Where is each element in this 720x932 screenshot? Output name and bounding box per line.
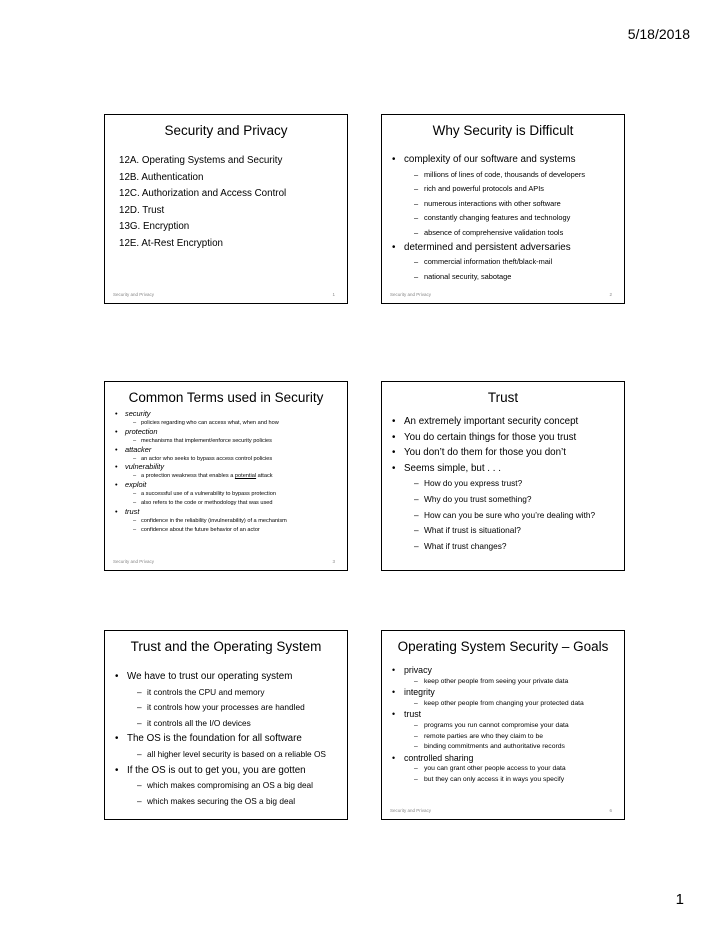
bullet-item: • If the OS is out to get you, you are gotten – which makes compromising an OS a big deal – which makes securing the OS a big deal	[115, 763, 339, 810]
sub-item: – which makes compromising an OS a big deal	[127, 778, 339, 794]
sub-item: – millions of lines of code, thousands of developers	[404, 168, 616, 183]
slide-title: Trust and the Operating System	[130, 639, 322, 654]
sub-item: – binding commitments and authoritative records	[404, 742, 616, 753]
term-item: • attacker – an actor who seeks to bypass access control policies	[115, 446, 339, 464]
slide-footer: Security and Privacy	[113, 559, 155, 564]
slide-title: Why Security is Difficult	[432, 123, 574, 138]
bullet-item: • determined and persistent adversaries – commercial information theft/black-mail – national security, sabotage	[392, 241, 616, 285]
sub-item: – also refers to the code or methodology that was used	[125, 499, 339, 508]
bullet-item: • We have to trust our operating system – it controls the CPU and memory – it controls how your processes are handled – it controls all the I/O devices	[115, 669, 339, 731]
sub-item: – a successful use of a vulnerability to bypass protection	[125, 490, 339, 499]
list-item: 12B. Authentication	[119, 171, 204, 183]
sub-item: – it controls how your processes are handled	[127, 700, 339, 716]
slide-number: 1	[332, 292, 335, 297]
sub-item: – numerous interactions with other software	[404, 197, 616, 212]
sub-item: – policies regarding who can access what, when and how	[125, 419, 339, 428]
sub-item: – keep other people from changing your protected data	[404, 699, 616, 710]
bullet-item: • Seems simple, but . . . – How do you express trust? – Why do you trust something? – How can you be sure who you’re dealing with? – What if trust is situational? – What if trust changes?	[392, 461, 616, 555]
sub-item: – an actor who seeks to bypass access control policies	[125, 455, 339, 464]
term-item: • trust – confidence in the reliability (invulnerability) of a mechanism – confidence about the future behavior of an actor	[115, 508, 339, 535]
bullet-item: • The OS is the foundation for all software – all higher level security is based on a reliable OS	[115, 731, 339, 762]
slide-trust-and-os	[104, 630, 348, 820]
sub-item: – What if trust changes?	[404, 539, 616, 555]
sub-item: – it controls all the I/O devices	[127, 716, 339, 732]
bullet-item: • integrity – keep other people from changing your protected data	[392, 687, 616, 709]
sub-item: – it controls the CPU and memory	[127, 685, 339, 701]
bullet-item: • privacy – keep other people from seeing your private data	[392, 665, 616, 687]
term-item: • exploit – a successful use of a vulnerability to bypass protection – also refers to the code or methodology that was used	[115, 481, 339, 508]
term-item: • security – policies regarding who can access what, when and how	[115, 410, 339, 428]
slide-common-terms	[104, 381, 348, 571]
term-item: • vulnerability – a protection weakness that enables a potential attack	[115, 463, 339, 481]
list-item: 12E. At-Rest Encryption	[119, 237, 224, 249]
slide-footer: Security and Privacy	[390, 292, 432, 297]
list-item: 12A. Operating Systems and Security	[119, 155, 283, 166]
bullet-item: • You don’t do them for those you don’t	[392, 445, 616, 461]
sub-item: – commercial information theft/black-mail	[404, 255, 616, 270]
sub-item: – What if trust is situational?	[404, 523, 616, 539]
sub-item: – keep other people from seeing your private data	[404, 677, 616, 688]
bullet-item: • controlled sharing – you can grant other people access to your data – but they can only access it in ways you specify	[392, 753, 616, 786]
page-date: 5/18/2018	[627, 26, 690, 42]
slide-why-security-is-difficult	[381, 114, 625, 304]
list-item: 13G. Encryption	[119, 221, 190, 233]
slide-title: Common Terms used in Security	[128, 390, 324, 405]
list-item: 12C. Authorization and Access Control	[119, 188, 287, 200]
sub-item: – but they can only access it in ways you specify	[404, 775, 616, 786]
sub-item: – all higher level security is based on a reliable OS	[127, 747, 339, 763]
slide-trust	[381, 381, 625, 571]
sub-item: – constantly changing features and technology	[404, 211, 616, 226]
sub-item: – How can you be sure who you’re dealing with?	[404, 508, 616, 524]
sub-item: – mechanisms that implement/enforce security policies	[125, 437, 339, 446]
page-number: 1	[675, 891, 684, 908]
slide-footer: Security and Privacy	[113, 292, 155, 297]
bullet-item: • You do certain things for those you trust	[392, 430, 616, 446]
slide-title: Security and Privacy	[164, 123, 288, 138]
slide-number: 3	[332, 559, 335, 564]
slide-security-and-privacy	[104, 114, 348, 304]
bullet-item: • complexity of our software and systems – millions of lines of code, thousands of developers – rich and powerful protocols and APIs – numerous interactions with other software – constantly changing features and technology – absence of comprehensive validation tools	[392, 153, 616, 241]
slide-number: 2	[609, 292, 612, 297]
slide-number: 6	[609, 808, 612, 813]
list-item: 12D. Trust	[119, 204, 165, 216]
sub-item: – How do you express trust?	[404, 476, 616, 492]
sub-item: – which makes securing the OS a big deal	[127, 794, 339, 810]
sub-item: – Why do you trust something?	[404, 492, 616, 508]
bullet-item: • trust – programs you run cannot compromise your data – remote parties are who they claim to be – binding commitments and authoritative records	[392, 709, 616, 752]
slide-footer: Security and Privacy	[390, 808, 432, 813]
sub-item: – you can grant other people access to your data	[404, 764, 616, 775]
slide-os-security-goals	[381, 630, 625, 820]
bullet-item: • An extremely important security concept	[392, 414, 616, 430]
sub-item: – national security, sabotage	[404, 270, 616, 285]
term-item: • protection – mechanisms that implement/enforce security policies	[115, 428, 339, 446]
slide-title: Trust	[487, 390, 519, 405]
sub-item: – remote parties are who they claim to be	[404, 732, 616, 743]
sub-item: – absence of comprehensive validation tools	[404, 226, 616, 241]
sub-item: – confidence in the reliability (invulnerability) of a mechanism	[125, 517, 339, 526]
sub-item: – programs you run cannot compromise your data	[404, 721, 616, 732]
slide-title: Operating System Security – Goals	[397, 639, 609, 654]
sub-item: – rich and powerful protocols and APIs	[404, 182, 616, 197]
sub-item: – a protection weakness that enables a potential attack	[125, 472, 339, 481]
sub-item: – confidence about the future behavior of an actor	[125, 526, 339, 535]
